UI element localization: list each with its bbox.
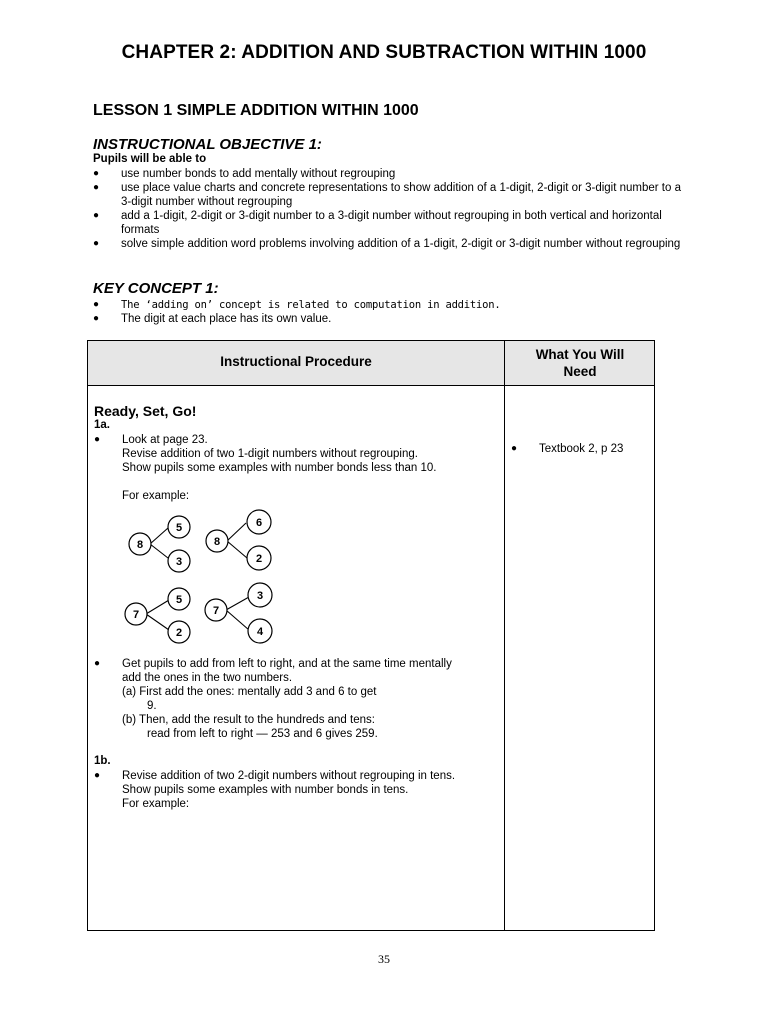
step-label-1b: 1b.: [94, 755, 111, 767]
bullet-icon: ●: [93, 299, 100, 310]
objective-heading: INSTRUCTIONAL OBJECTIVE 1:: [93, 136, 322, 153]
objective-lead: Pupils will be able to: [93, 153, 207, 165]
needs-list: [511, 442, 651, 456]
bond-1-whole: 8: [136, 539, 144, 551]
bond-4-part-1: 3: [256, 590, 264, 602]
step-1a-bullet-2: ● Get pupils to add from left to right, and at the same time mentally add the ones in the two numbers. (a) First add the ones: mentally add 3 and 6 to get 9. (b) Then, add the result to the hundreds and tens: read from left to right — 253 and 6 gives 259.: [94, 657, 499, 741]
step-1a-bullet-1: ● Look at page 23. Revise addition of two 1-digit numbers without regrouping. Show pupils some examples with number bonds less than 10. For example:: [94, 433, 499, 503]
bond-3-part-2: 2: [175, 627, 183, 639]
bond-2-part-2: 2: [255, 553, 263, 565]
objective-item: ● add a 1-digit, 2-digit or 3-digit number to a 3-digit number without regrouping in both vertical and horizontal formats: [93, 210, 662, 236]
key-concept-list: [93, 298, 683, 326]
step-label-1a: 1a.: [94, 419, 110, 431]
bullet-icon: ●: [511, 443, 518, 454]
step-1b-bullet: ● Revise addition of two 2-digit numbers without regrouping in tens. Show pupils some examples with number bonds in tens. For example:: [94, 770, 456, 810]
bullet-icon: ●: [94, 658, 101, 669]
needs-item: ● Textbook 2, p 23: [511, 443, 624, 455]
number-bond-diagrams: [120, 506, 290, 646]
bullet-icon: ●: [93, 182, 100, 193]
substep-b: (b) Then, add the result to the hundreds and tens:: [122, 714, 375, 726]
substep-a: (a) First add the ones: mentally add 3 and 6 to get: [122, 686, 377, 698]
bond-4-whole: 7: [212, 605, 220, 617]
bond-4-part-2: 4: [256, 626, 264, 638]
chapter-title: CHAPTER 2: ADDITION AND SUBTRACTION WITHIN 1000: [121, 42, 647, 63]
bond-1-part-1: 5: [175, 522, 183, 534]
for-example-label: For example:: [122, 490, 190, 502]
bullet-icon: ●: [94, 770, 101, 781]
objective-list: [93, 167, 683, 251]
bullet-icon: ●: [93, 313, 100, 324]
key-concept-item: ● The digit at each place has its own value.: [93, 313, 332, 325]
page-number: 35: [378, 952, 390, 966]
table-column-divider: [504, 340, 505, 931]
bond-3-part-1: 5: [175, 594, 183, 606]
bond-2-part-1: 6: [255, 517, 263, 529]
bullet-icon: ●: [93, 168, 100, 179]
objective-item: ● solve simple addition word problems involving addition of a 1-digit, 2-digit or 3-digit number without regrouping: [93, 238, 681, 250]
column-header-needs: What You Will Need: [535, 347, 625, 379]
column-header-procedure: Instructional Procedure: [220, 354, 372, 369]
key-concept-item: ● The ‘adding on’ concept is related to computation in addition.: [93, 299, 501, 311]
bullet-icon: ●: [93, 210, 100, 221]
objective-item: ● use number bonds to add mentally without regrouping: [93, 168, 396, 180]
bond-3-whole: 7: [132, 609, 140, 621]
lesson-title: LESSON 1 SIMPLE ADDITION WITHIN 1000: [93, 102, 419, 119]
section-title: Ready, Set, Go!: [94, 403, 197, 419]
bond-2-whole: 8: [213, 536, 221, 548]
table-header-divider: [87, 385, 655, 386]
bullet-icon: ●: [94, 434, 101, 445]
bullet-icon: ●: [93, 238, 100, 249]
objective-item: ● use place value charts and concrete representations to show addition of a 1-digit, 2-digit or 3-digit number to a 3-digit number without regrouping: [93, 182, 681, 208]
bond-1-part-2: 3: [175, 556, 183, 568]
key-concept-heading: KEY CONCEPT 1:: [93, 280, 219, 297]
